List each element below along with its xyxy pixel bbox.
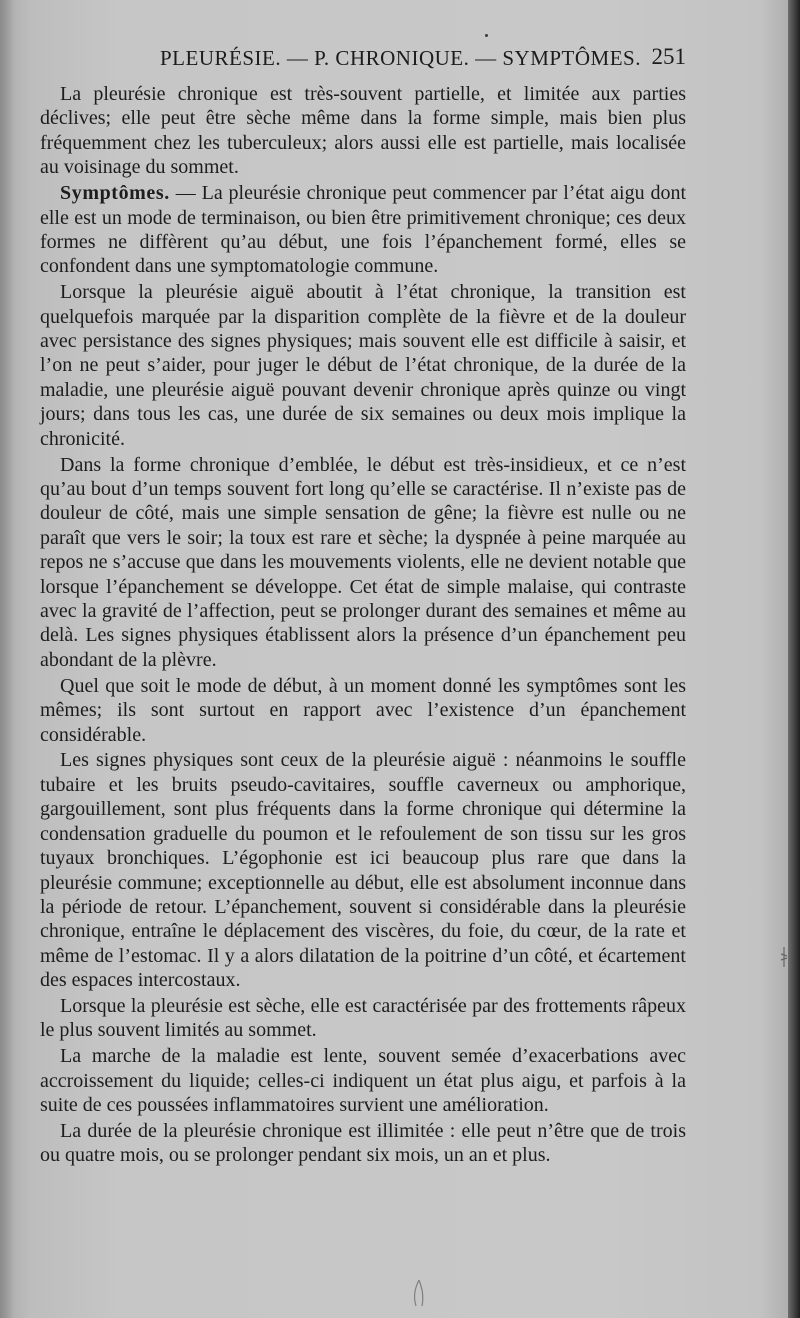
- paragraph-8: La marche de la maladie est lente, souvent semée d’exacerbations avec accroissement du liquide; celles-ci indiquent un état plus aigu, et parfois à la suite de ces poussées inflammatoires survient une amélioration.: [40, 1045, 686, 1117]
- section-heading-symptomes: Symptômes.: [60, 182, 170, 205]
- page-edge-shadow: [788, 0, 800, 1318]
- paragraph-2: [40, 181, 686, 279]
- paragraph-7: Lorsque la pleurésie est sèche, elle est caractérisée par des frottements râpeux le plus souvent limités au sommet.: [40, 995, 686, 1042]
- page-header: [40, 44, 686, 72]
- paragraph-4: Dans la forme chronique d’emblée, le début est très-insidieux, et ce n’est qu’au bout d’un temps souvent fort long qu’elle se caractérise. Il n’existe pas de douleur de côté, mais une simple sensation de gêne; la fièvre est nulle ou ne paraît que vers le soir; la toux est rare et sèche; la dyspnée à peine marquée au repos ne s’accuse que dans les mouvements violents, elle ne devient notable que lorsque l’épanchement se développe. Cet état de simple malaise, qui contraste avec la gravité de l’affection, peut se prolonger durant des semaines et même au delà. Les signes physiques établissent alors la présence d’un épanchement peu abondant de la plèvre.: [40, 453, 686, 671]
- paragraph-5: Quel que soit le mode de début, à un moment donné les symptômes sont les mêmes; ils sont surtout en rapport avec l’existence d’un épanchement considérable.: [40, 674, 686, 746]
- paragraph-3: Lorsque la pleurésie aiguë aboutit à l’état chronique, la transition est quelquefois marquée par la disparition complète de la fièvre et de la douleur avec persistance des signes physiques; mais souvent elle est difficile à saisir, et l’on ne peut s’aider, pour juger le début de l’état chronique, de la durée de la maladie, une pleurésie aiguë pouvant devenir chronique après quinze ou vingt jours; dans tous les cas, une durée de six semaines ou deux mois implique la chronicité.: [40, 281, 686, 450]
- paragraph-2-text: — La pleurésie chronique peut commencer par l’état aigu dont elle est un mode de terminaison, ou bien être primitivement chronique; ces deux formes ne diffèrent qu’au début, une fois l’épanchement formé, elles se confondent dans une symptomatologie commune.: [40, 182, 687, 278]
- paragraph-9: La durée de la pleurésie chronique est illimitée : elle peut n’être que de trois ou quatre mois, ou se prolonger pendant six mois, un an et plus.: [40, 1120, 686, 1167]
- paragraph-6: Les signes physiques sont ceux de la pleurésie aiguë : néanmoins le souffle tubaire et les bruits pseudo-cavitaires, souffle caverneux ou amphorique, gargouillement, sont plus fréquents dans la forme chronique qui détermine la condensation graduelle du poumon et le refoulement de son tissu sur les gros tuyaux bronchiques. L’égophonie est ici beaucoup plus rare que dans la pleurésie commune; exceptionnelle au début, elle est absolument inconnue dans la période de retour. L’épanchement, souvent si considérable dans la pleurésie chronique, entraîne le déplacement des viscères, du foie, du cœur, de la rate et même de l’estomac. Il y a alors dilatation de la poitrine d’un côté, et écartement des espaces intercostaux.: [40, 749, 686, 992]
- ink-speck: [485, 34, 488, 37]
- paragraph-1: La pleurésie chronique est très-souvent partielle, et limitée aux parties déclives; elle peut être sèche même dans la forme simple, mais bien plus fréquemment chez les tuberculeux; alors aussi elle est partielle, mais localisée au voisinage du sommet.: [40, 83, 686, 179]
- page-gutter-shadow: [0, 0, 14, 1318]
- body-text: [40, 82, 686, 1169]
- page-number: 251: [651, 44, 686, 69]
- pencil-mark-icon: [410, 1278, 428, 1308]
- running-head: PLEURÉSIE. — P. CHRONIQUE. — SYMPTÔMES.: [160, 46, 641, 70]
- margin-mark-icon: [780, 946, 788, 968]
